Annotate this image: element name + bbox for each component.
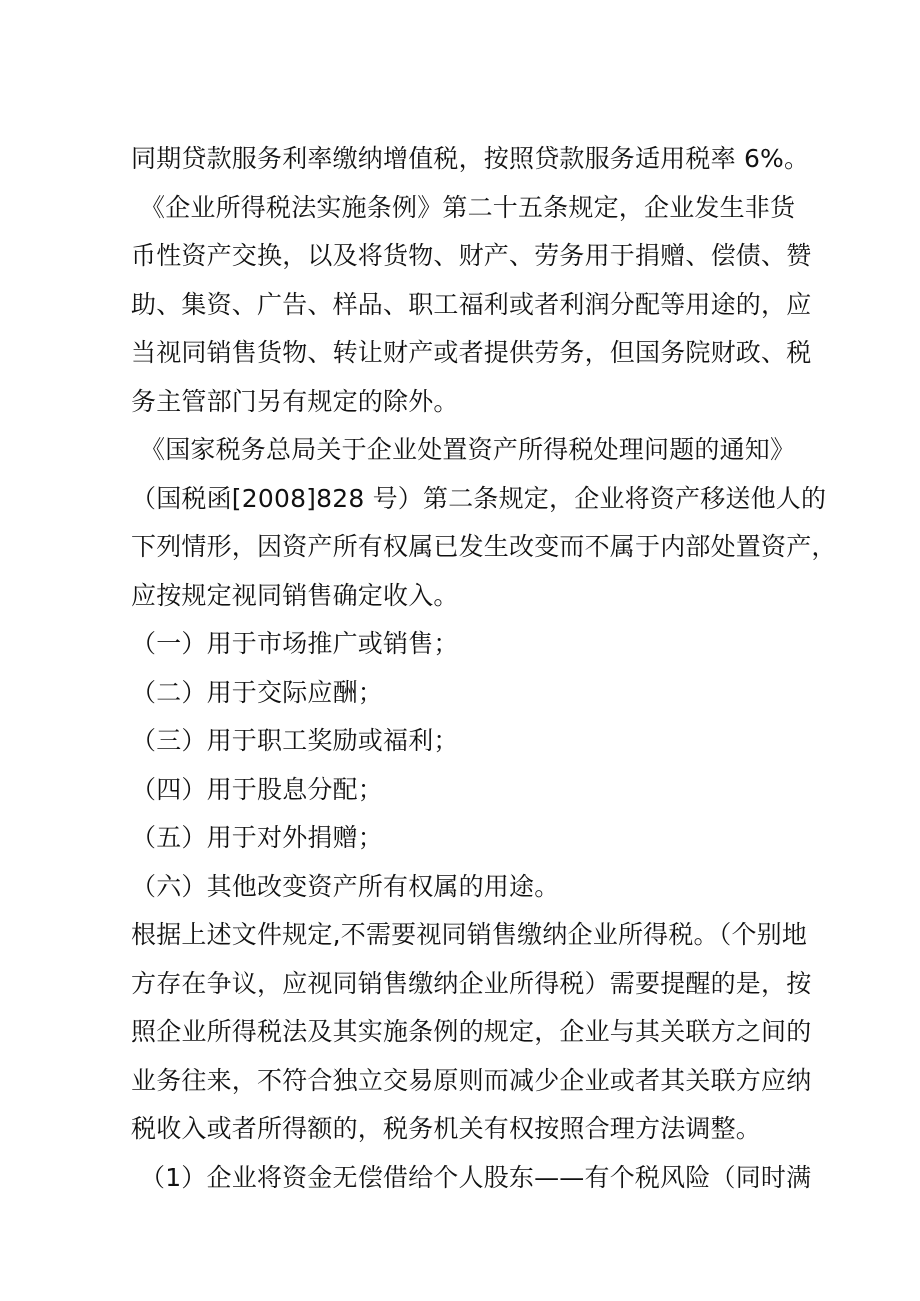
text-line: （1）企业将资金无偿借给个人股东——有个税风险（同时满 xyxy=(140,1162,812,1192)
text-line: 《企业所得税法实施条例》第二十五条规定，企业发生非货 xyxy=(140,192,796,222)
text-line: 业务往来，不符合独立交易原则而减少企业或者其关联方应纳 xyxy=(131,1065,812,1095)
text-line: 币性资产交换，以及将货物、财产、劳务用于捐赠、偿债、赞 xyxy=(131,241,812,270)
list-item: （一）用于市场推广或销售； xyxy=(131,629,459,658)
list-item: （二）用于交际应酬； xyxy=(131,677,384,707)
list-item: （五）用于对外捐赠； xyxy=(131,823,384,852)
text-line: 当视同销售货物、转让财产或者提供劳务，但国务院财政、税 xyxy=(131,338,812,367)
text-line: 方存在争议，应视同销售缴纳企业所得税）需要提醒的是，按 xyxy=(131,968,812,998)
text-line: 务主管部门另有规定的除外。 xyxy=(131,386,459,416)
text-line: 根据上述文件规定,不需要视同销售缴纳企业所得税。（个别地 xyxy=(131,920,808,949)
text-line: 税收入或者所得额的，税务机关有权按照合理方法调整。 xyxy=(131,1114,762,1143)
text-line: 应按规定视同销售确定收入。 xyxy=(131,580,459,610)
text-line: （国税函[2008]828 号）第二条规定，企业将资产移送他人的 xyxy=(131,483,827,513)
text-line: 《国家税务总局关于企业处置资产所得税处理问题的通知》 xyxy=(140,435,796,464)
document-body xyxy=(131,135,837,1202)
list-item: （三）用于职工奖励或福利； xyxy=(131,726,459,755)
list-item: （六）其他改变资产所有权属的用途。 xyxy=(131,871,560,901)
text-line: 照企业所得税法及其实施条例的规定，企业与其关联方之间的 xyxy=(131,1017,812,1046)
text-line: 下列情形，因资产所有权属已发生改变而不属于内部处置资产， xyxy=(131,532,837,561)
text-line: 同期贷款服务利率缴纳增值税，按照贷款服务适用税率 6%。 xyxy=(131,144,810,173)
text-line: 助、集资、广告、样品、职工福利或者利润分配等用途的，应 xyxy=(131,289,812,319)
list-item: （四）用于股息分配； xyxy=(131,774,384,804)
